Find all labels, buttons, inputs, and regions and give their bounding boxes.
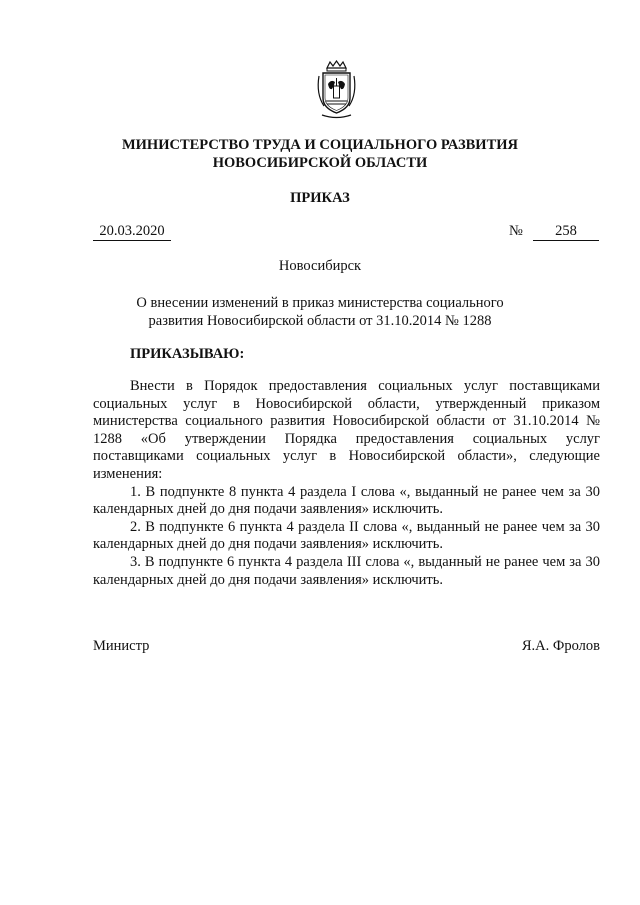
ministry-name-line2: НОВОСИБИРСКОЙ ОБЛАСТИ [212,155,428,171]
body-paragraph-item-2: 2. В подпункте 6 пункта 4 раздела II слова «, выданный не ранее чем за 30 календарных дней до дня подачи заявления» исключить. [93,518,600,553]
city-name: Новосибирск [278,258,362,274]
subject-line2: развития Новосибирской области от 31.10.2014 № 1288 [148,313,492,329]
subject-line1: О внесении изменений в приказ министерства социального [136,295,504,311]
body-paragraph-intro: Внести в Порядок предоставления социальных услуг поставщиками социальных услуг в Новосибирской области, утвержденный приказом министерства социального развития Новосибирской области от 31.10.2014 № 1288 «Об утверждении Порядка предоставления социальных услуг поставщиками социальных услуг в Новосибирской области», следующие изменения: [93,378,600,482]
orders-heading: ПРИКАЗЫВАЮ: [130,346,245,362]
ministry-name-line1: МИНИСТЕРСТВО ТРУДА И СОЦИАЛЬНОГО РАЗВИТИЯ [121,137,519,153]
signer-name: Я.А. Фролов [521,638,600,654]
order-date: 20.03.2020 [93,222,171,241]
body-paragraph-item-3: 3. В подпункте 6 пункта 4 раздела III слова «, выданный не ранее чем за 30 календарных дней до дня подачи заявления» исключить. [93,553,600,588]
body-paragraph-item-1: 1. В подпункте 8 пункта 4 раздела I слова «, выданный не ранее чем за 30 календарных дней до дня подачи заявления» исключить. [93,483,600,518]
order-number: 258 [533,222,599,241]
signer-position: Министр [93,638,150,654]
order-body [93,378,600,589]
document-type-title: ПРИКАЗ [290,190,350,206]
coat-of-arms-icon [314,60,359,120]
order-number-label: № [509,223,523,239]
